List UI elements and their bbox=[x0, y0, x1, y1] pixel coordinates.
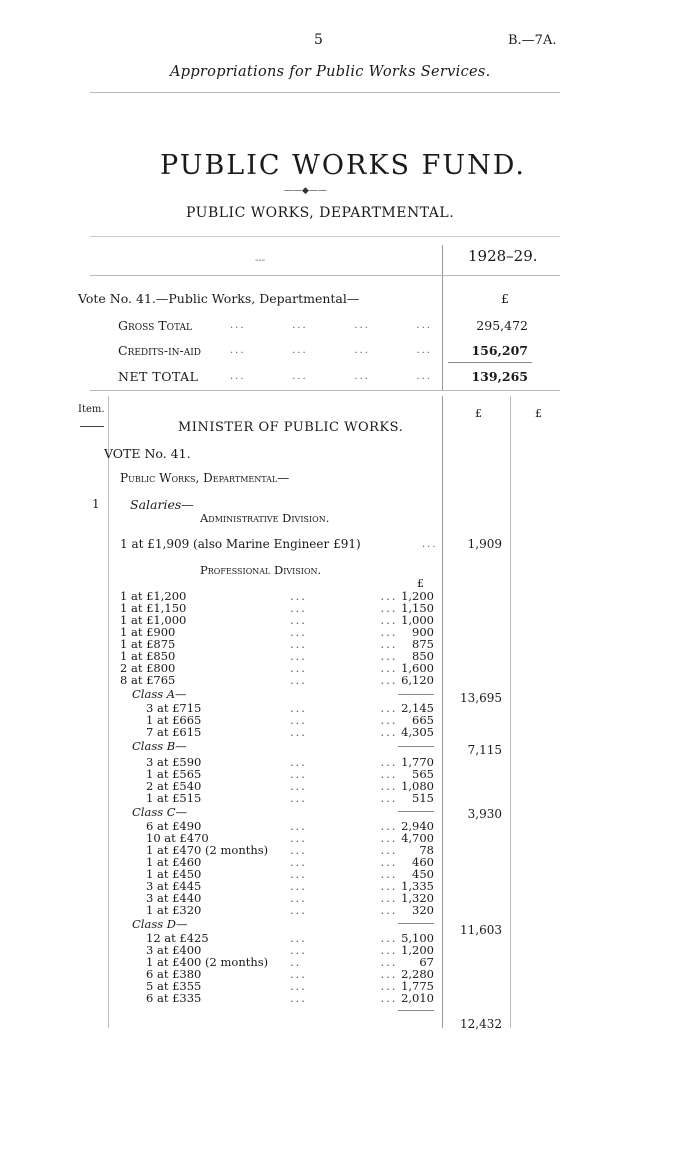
salary-row-amount: 2,010 bbox=[401, 991, 434, 1005]
summary-year: 1928–29. bbox=[468, 247, 538, 265]
leader-dots: ... ... bbox=[290, 649, 398, 663]
salary-row-amount: 1,770 bbox=[401, 755, 434, 769]
summary-gross-total-label: Gross Total bbox=[118, 318, 192, 333]
leader-dots: ... bbox=[422, 539, 438, 550]
leader-dots: ... ... bbox=[290, 779, 398, 793]
leader-dots: ... ... bbox=[290, 943, 398, 957]
salary-row-label: 1 at £850 bbox=[120, 649, 176, 663]
page-number: 5 bbox=[314, 32, 323, 48]
salary-row-amount: 1,150 bbox=[401, 601, 434, 615]
summary-credits-value: 156,207 bbox=[471, 343, 528, 358]
salary-row-label: 1 at £400 (2 months) bbox=[146, 955, 269, 969]
summary-dash: --- bbox=[255, 255, 266, 266]
summary-gross-total-value: 295,472 bbox=[476, 318, 528, 333]
page-title: PUBLIC WORKS FUND. bbox=[160, 150, 526, 181]
subtotal-rule bbox=[398, 694, 434, 695]
class-d-total: 12,432 bbox=[460, 1017, 502, 1031]
leader-dots: ... ... bbox=[290, 831, 398, 845]
class-c-total: 11,603 bbox=[460, 923, 502, 937]
leader-dots: ... ... bbox=[290, 931, 398, 945]
salary-row-label: 1 at £875 bbox=[120, 637, 176, 651]
class-d-heading: Class D— bbox=[132, 917, 188, 931]
salary-row-label: 1 at £470 (2 months) bbox=[146, 843, 269, 857]
leader-dots: ... ... bbox=[290, 673, 398, 687]
leader-dots: ... ... bbox=[290, 991, 398, 1005]
salary-row-label: 3 at £590 bbox=[146, 755, 202, 769]
document-reference: B.—7A. bbox=[508, 33, 557, 48]
leader-dots: ... ... bbox=[290, 903, 398, 917]
leader-dots: ... ... bbox=[290, 755, 398, 769]
salary-row bbox=[146, 792, 201, 804]
salary-row-label: 12 at £425 bbox=[146, 931, 209, 945]
salary-row bbox=[146, 726, 201, 738]
salary-row-label: 1 at £565 bbox=[146, 767, 202, 781]
salary-row-label: 6 at £490 bbox=[146, 819, 202, 833]
salary-row-label: 6 at £335 bbox=[146, 991, 202, 1005]
salary-row-amount: 1,600 bbox=[401, 661, 434, 675]
summary-bottom-rule bbox=[90, 390, 560, 391]
leader-dots: ... ... ... ... bbox=[230, 371, 432, 382]
salary-row-amount: 2,940 bbox=[401, 819, 434, 833]
salary-row-amount: 460 bbox=[412, 855, 434, 869]
leader-dots: ... ... bbox=[290, 637, 398, 651]
class-a-total: 7,115 bbox=[467, 743, 502, 757]
leader-dots: ... ... bbox=[290, 855, 398, 869]
salary-row-label: 1 at £460 bbox=[146, 855, 202, 869]
subtitle-rule bbox=[90, 236, 560, 237]
leader-dots: ... ... bbox=[290, 879, 398, 893]
salary-row bbox=[120, 674, 175, 686]
class-b-total: 3,930 bbox=[467, 807, 502, 821]
salary-row-label: 2 at £800 bbox=[120, 661, 176, 675]
salary-row-amount: 4,700 bbox=[401, 831, 434, 845]
salary-row-amount: 1,200 bbox=[401, 589, 434, 603]
salary-row-amount: 665 bbox=[412, 713, 434, 727]
salary-row-label: 1 at £665 bbox=[146, 713, 202, 727]
pound-header-2: £ bbox=[535, 407, 542, 420]
salary-row-label: 3 at £440 bbox=[146, 891, 202, 905]
salary-row-label: 8 at £765 bbox=[120, 673, 176, 687]
leader-dots: ... ... bbox=[290, 625, 398, 639]
leader-dots: ... ... ... ... bbox=[230, 345, 432, 356]
main-column-rule bbox=[442, 396, 443, 1028]
leader-dots: ... ... bbox=[290, 791, 398, 805]
salary-row-amount: 900 bbox=[412, 625, 434, 639]
leader-dots: ... ... bbox=[290, 725, 398, 739]
summary-top-rule bbox=[90, 275, 560, 276]
subtotal-rule bbox=[398, 811, 434, 812]
salary-row-amount: 2,145 bbox=[401, 701, 434, 715]
class-a-heading: Class A— bbox=[132, 687, 187, 701]
salary-row-label: 10 at £470 bbox=[146, 831, 209, 845]
salary-row-amount: 515 bbox=[412, 791, 434, 805]
leader-dots: ... ... bbox=[290, 589, 398, 603]
salary-row-label: 1 at £320 bbox=[146, 903, 202, 917]
salary-row-label: 1 at £450 bbox=[146, 867, 202, 881]
leader-dots: .. ... bbox=[290, 955, 398, 969]
salary-row-label: 7 at £615 bbox=[146, 725, 202, 739]
summary-currency: £ bbox=[501, 291, 509, 306]
salary-row-amount: 565 bbox=[412, 767, 434, 781]
class-b-heading: Class B— bbox=[132, 739, 187, 753]
leader-dots: ... ... bbox=[290, 601, 398, 615]
page-subtitle: PUBLIC WORKS, DEPARTMENTAL. bbox=[186, 205, 455, 221]
leader-dots: ... ... bbox=[290, 867, 398, 881]
salary-row-amount: 6,120 bbox=[401, 673, 434, 687]
professional-subtotal: 13,695 bbox=[460, 691, 502, 705]
summary-vote-label: Vote No. 41.—Public Works, Departmental— bbox=[78, 291, 360, 306]
salary-row-label: 6 at £380 bbox=[146, 967, 202, 981]
subtotal-rule bbox=[398, 746, 434, 747]
admin-total: 1,909 bbox=[467, 537, 502, 551]
item-column-rule bbox=[108, 396, 109, 1028]
leader-dots: ... ... bbox=[290, 967, 398, 981]
header-rule bbox=[90, 92, 560, 93]
right-column-rule bbox=[510, 396, 511, 1028]
salary-row-label: 1 at £1,000 bbox=[120, 613, 187, 627]
leader-dots: ... ... bbox=[290, 613, 398, 627]
professional-division-heading: Professional Division. bbox=[200, 563, 322, 577]
salary-row-label: 3 at £715 bbox=[146, 701, 202, 715]
leader-dots: ... ... bbox=[290, 843, 398, 857]
item-header-rule bbox=[80, 426, 104, 427]
salary-row-amount: 4,305 bbox=[401, 725, 434, 739]
minister-heading: MINISTER OF PUBLIC WORKS. bbox=[178, 420, 404, 435]
salary-row-amount: 1,775 bbox=[401, 979, 434, 993]
summary-net-total-value: 139,265 bbox=[471, 369, 528, 384]
salary-row-amount: 2,280 bbox=[401, 967, 434, 981]
salary-row-label: 1 at £1,200 bbox=[120, 589, 187, 603]
class-c-heading: Class C— bbox=[132, 805, 188, 819]
salary-row-label: 3 at £445 bbox=[146, 879, 202, 893]
salary-row bbox=[146, 904, 201, 916]
salary-row-amount: 1,000 bbox=[401, 613, 434, 627]
salary-row-label: 5 at £355 bbox=[146, 979, 202, 993]
salary-row-amount: 1,200 bbox=[401, 943, 434, 957]
leader-dots: ... ... bbox=[290, 767, 398, 781]
summary-column-rule bbox=[442, 245, 443, 390]
leader-dots: ... ... bbox=[290, 819, 398, 833]
subtotal-rule bbox=[398, 1010, 434, 1011]
salary-row-label: 2 at £540 bbox=[146, 779, 202, 793]
salary-row-amount: 1,335 bbox=[401, 879, 434, 893]
salary-row-amount: 78 bbox=[419, 843, 434, 857]
item-column-header: Item. bbox=[78, 404, 105, 415]
salary-row-amount: 875 bbox=[412, 637, 434, 651]
leader-dots: ... ... bbox=[290, 713, 398, 727]
running-title: Appropriations for Public Works Services. bbox=[170, 64, 491, 80]
leader-dots: ... ... bbox=[290, 701, 398, 715]
amount-column-pound: £ bbox=[417, 577, 424, 590]
item-number: 1 bbox=[92, 497, 100, 511]
salary-row-label: 1 at £515 bbox=[146, 791, 202, 805]
subtotal-rule bbox=[398, 923, 434, 924]
salary-row-amount: 850 bbox=[412, 649, 434, 663]
leader-dots: ... ... bbox=[290, 979, 398, 993]
salary-row-amount: 67 bbox=[419, 955, 434, 969]
salaries-label: Salaries— bbox=[130, 497, 194, 512]
salary-row-amount: 450 bbox=[412, 867, 434, 881]
admin-salary-line: 1 at £1,909 (also Marine Engineer £91) bbox=[120, 537, 361, 551]
pound-header-1: £ bbox=[475, 407, 482, 420]
salary-row-amount: 320 bbox=[412, 903, 434, 917]
administrative-division-heading: Administrative Division. bbox=[200, 511, 330, 525]
salary-row-amount: 5,100 bbox=[401, 931, 434, 945]
vote-heading: VOTE No. 41. bbox=[104, 446, 191, 461]
leader-dots: ... ... bbox=[290, 661, 398, 675]
leader-dots: ... ... ... ... bbox=[230, 320, 432, 331]
summary-net-total-label: NET TOTAL bbox=[118, 369, 199, 384]
title-ornament: ——◆—— bbox=[284, 186, 327, 196]
salary-row-label: 1 at £1,150 bbox=[120, 601, 187, 615]
salary-row-label: 3 at £400 bbox=[146, 943, 202, 957]
salary-row bbox=[146, 992, 201, 1004]
salary-row-label: 1 at £900 bbox=[120, 625, 176, 639]
salary-row-amount: 1,320 bbox=[401, 891, 434, 905]
summary-credits-label: Credits-in-aid bbox=[118, 343, 201, 358]
department-heading: Public Works, Departmental— bbox=[120, 471, 290, 485]
salary-row-amount: 1,080 bbox=[401, 779, 434, 793]
summary-total-rule bbox=[448, 362, 532, 363]
leader-dots: ... ... bbox=[290, 891, 398, 905]
